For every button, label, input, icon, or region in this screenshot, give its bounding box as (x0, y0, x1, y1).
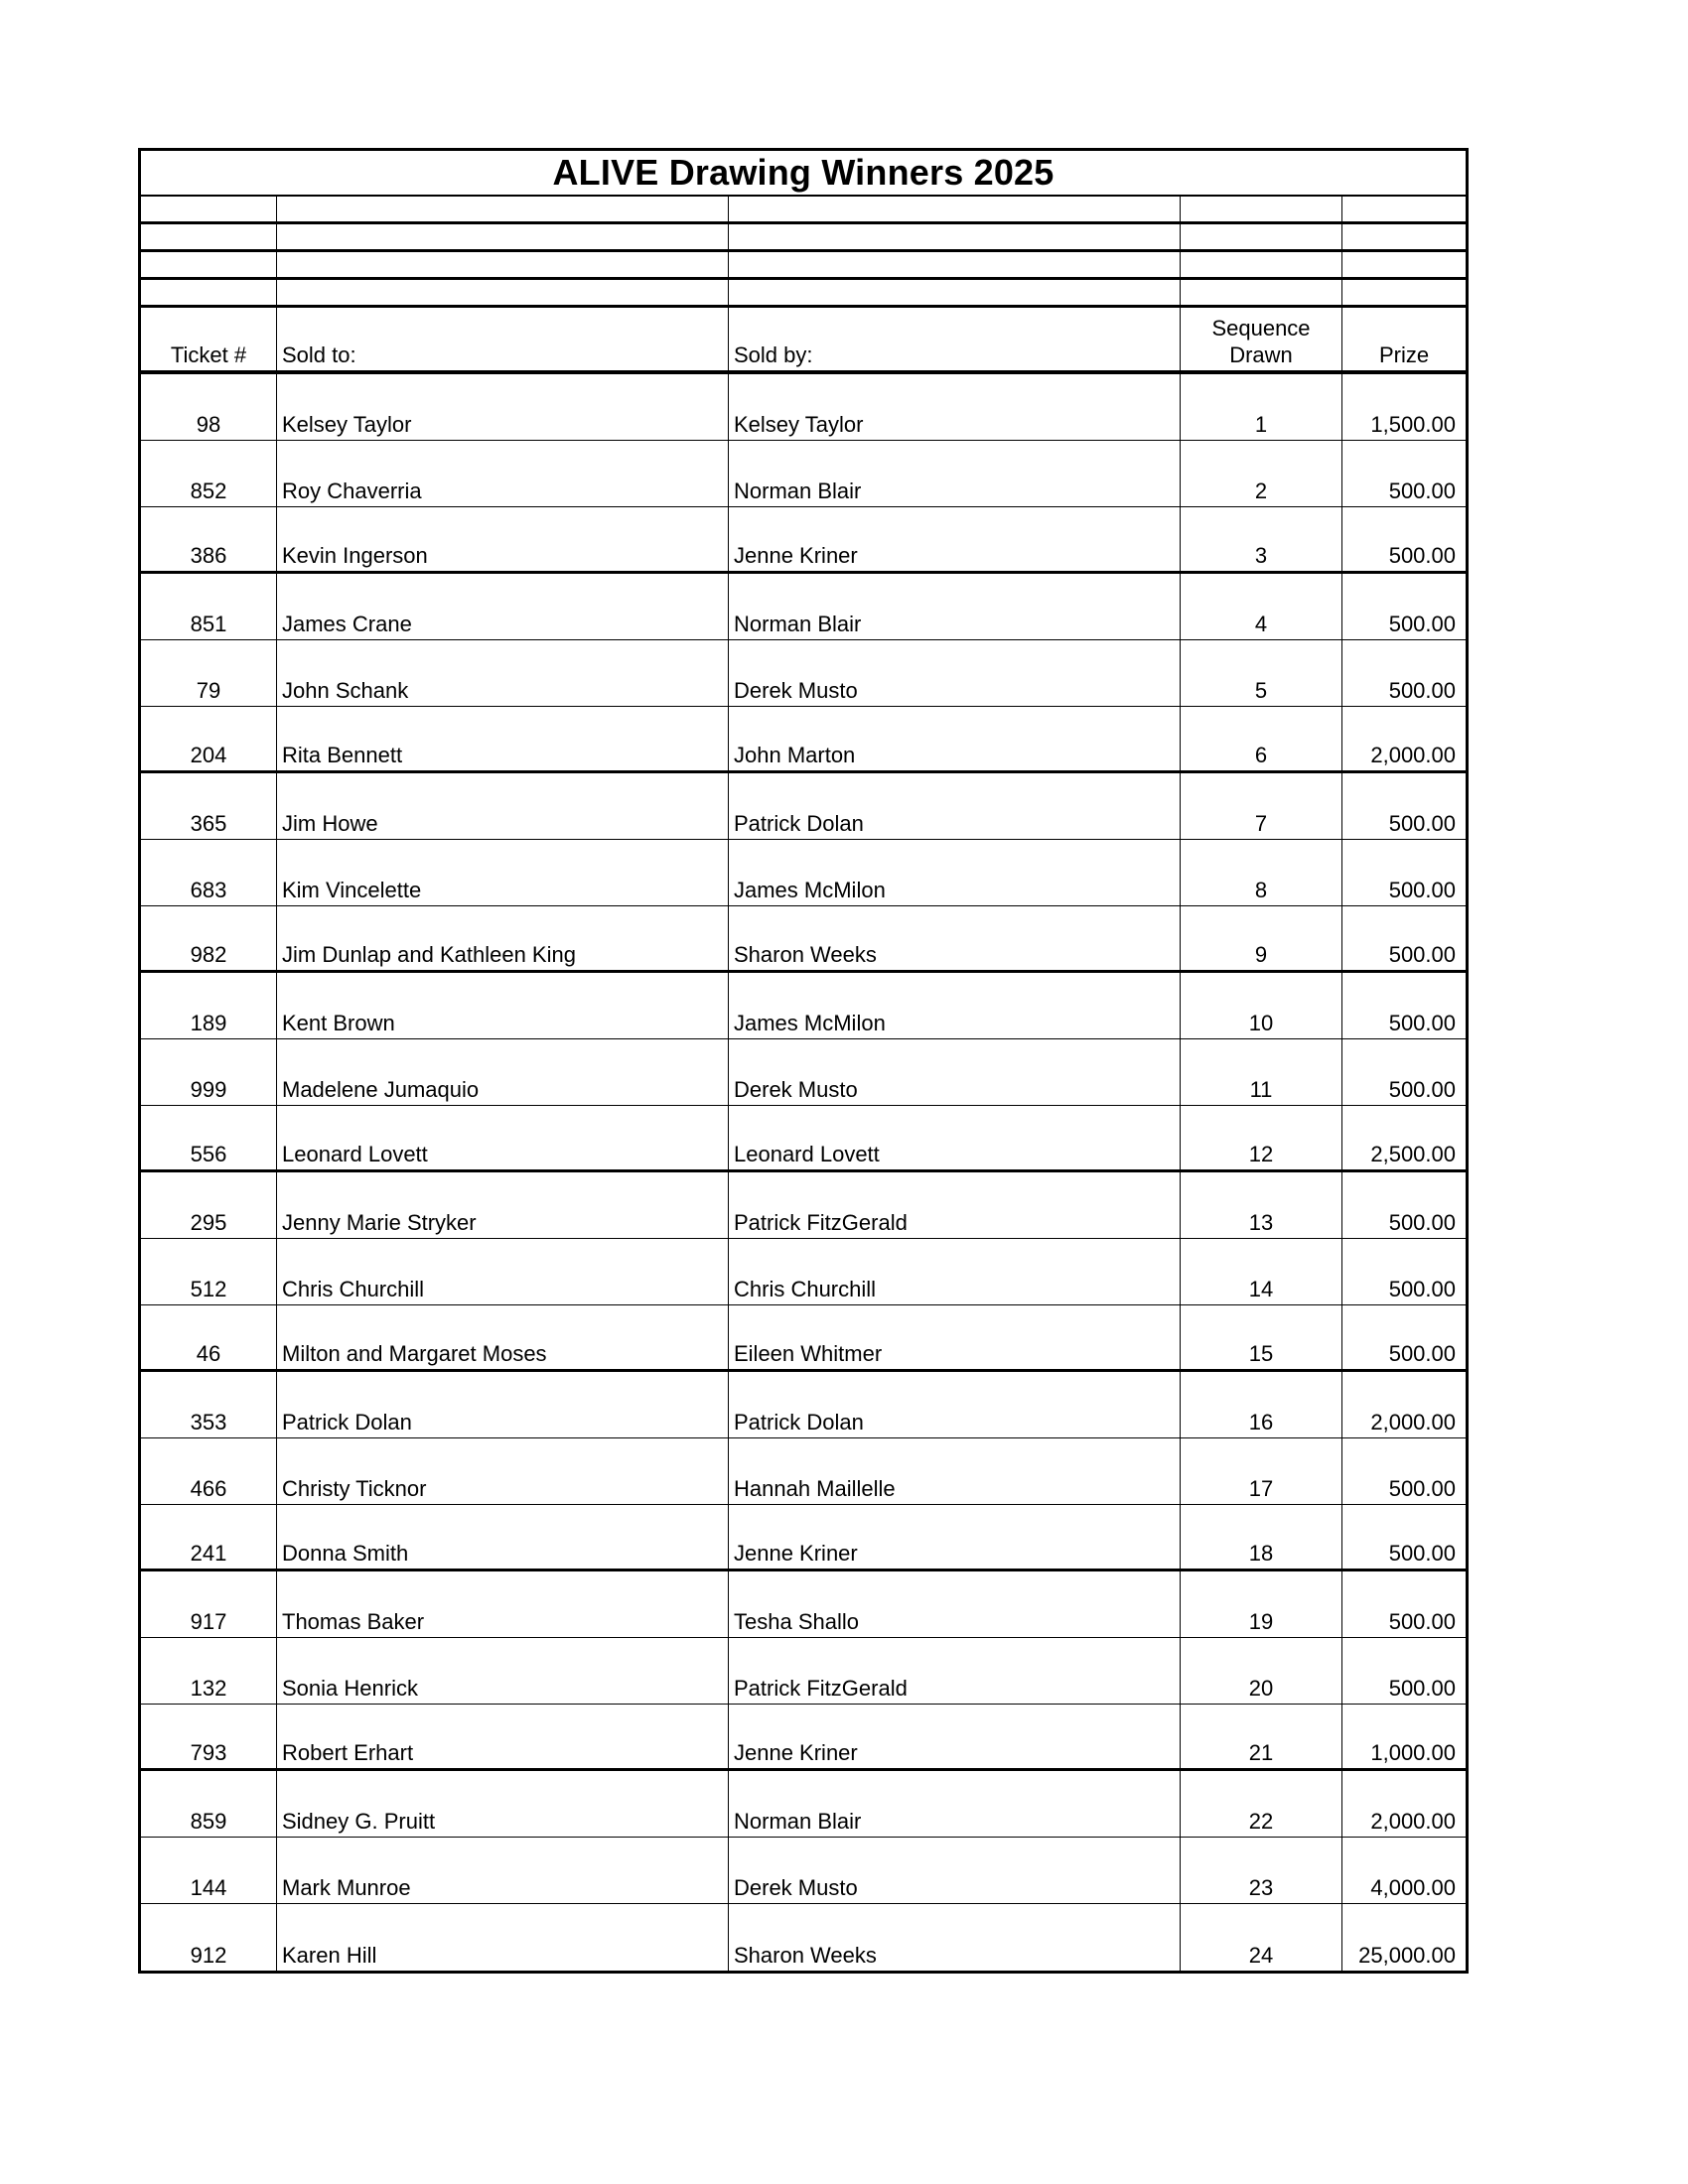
column-header-row (141, 308, 1466, 374)
sold-by-cell: Norman Blair (729, 574, 1181, 639)
ticket-cell: 353 (141, 1372, 277, 1437)
sequence-cell: 9 (1181, 906, 1342, 970)
prize-cell: 500.00 (1388, 1541, 1456, 1566)
header-sequence-line2: Drawn (1229, 342, 1293, 367)
sequence-cell: 2 (1181, 441, 1342, 506)
sold-by-cell: Norman Blair (729, 441, 1181, 506)
prize-cell: 2,000.00 (1370, 1809, 1456, 1834)
prize-cell: 500.00 (1388, 1077, 1456, 1102)
sold-by-cell: Derek Musto (729, 640, 1181, 706)
sold-by-cell: Patrick FitzGerald (729, 1172, 1181, 1238)
sold-to-cell: Kelsey Taylor (277, 374, 729, 440)
table-row (141, 1305, 1466, 1372)
prize-cell: 2,500.00 (1370, 1142, 1456, 1166)
header-sequence-drawn (1181, 308, 1342, 370)
prize-cell: 500.00 (1388, 1277, 1456, 1301)
ticket-cell: 512 (141, 1239, 277, 1304)
sequence-cell: 22 (1181, 1771, 1342, 1837)
table-body (141, 374, 1466, 1971)
table-row (141, 374, 1466, 441)
sequence-cell: 24 (1181, 1904, 1342, 1971)
table-row (141, 574, 1466, 640)
header-prize: Prize (1378, 342, 1430, 367)
ticket-cell: 859 (141, 1771, 277, 1837)
sequence-cell: 8 (1181, 840, 1342, 905)
header-ticket: Ticket # (141, 308, 277, 370)
sequence-cell: 19 (1181, 1571, 1342, 1637)
sold-to-cell: James Crane (277, 574, 729, 639)
sold-to-cell: Milton and Margaret Moses (277, 1305, 729, 1369)
table-row (141, 1571, 1466, 1638)
sold-by-cell: Sharon Weeks (729, 906, 1181, 970)
table-row (141, 1172, 1466, 1239)
prize-cell: 500.00 (1388, 1476, 1456, 1501)
table-row (141, 707, 1466, 773)
sold-by-cell: James McMilon (729, 973, 1181, 1038)
prize-cell: 500.00 (1388, 942, 1456, 967)
sold-by-cell: Kelsey Taylor (729, 374, 1181, 440)
sequence-cell: 20 (1181, 1638, 1342, 1704)
sold-to-cell: Donna Smith (277, 1505, 729, 1569)
ticket-cell: 683 (141, 840, 277, 905)
sold-by-cell: Jenne Kriner (729, 507, 1181, 571)
sequence-cell: 7 (1181, 773, 1342, 839)
ticket-cell: 386 (141, 507, 277, 571)
blank-cell (729, 252, 1181, 277)
ticket-cell: 132 (141, 1638, 277, 1704)
sold-to-cell: Chris Churchill (277, 1239, 729, 1304)
table-row (141, 973, 1466, 1039)
blank-cell (141, 197, 277, 221)
prize-cell: 4,000.00 (1370, 1875, 1456, 1900)
sold-to-cell: Robert Erhart (277, 1705, 729, 1768)
table-row (141, 1771, 1466, 1838)
sold-to-cell: Rita Bennett (277, 707, 729, 770)
blank-cell (1342, 280, 1466, 305)
ticket-cell: 851 (141, 574, 277, 639)
prize-cell: 1,500.00 (1370, 412, 1456, 437)
header-sold-to: Sold to: (277, 308, 729, 370)
sold-to-cell: Jim Howe (277, 773, 729, 839)
header-sold-by: Sold by: (729, 308, 1181, 370)
table-row (141, 441, 1466, 507)
sequence-cell: 15 (1181, 1305, 1342, 1369)
sold-to-cell: Kim Vincelette (277, 840, 729, 905)
prize-cell: 500.00 (1388, 811, 1456, 836)
sequence-cell: 3 (1181, 507, 1342, 571)
prize-cell: 500.00 (1388, 1210, 1456, 1235)
sequence-cell: 16 (1181, 1372, 1342, 1437)
sold-to-cell: John Schank (277, 640, 729, 706)
blank-cell (1342, 197, 1466, 221)
ticket-cell: 189 (141, 973, 277, 1038)
ticket-cell: 556 (141, 1106, 277, 1169)
ticket-cell: 466 (141, 1438, 277, 1504)
ticket-cell: 999 (141, 1039, 277, 1105)
blank-cell (141, 224, 277, 249)
sequence-cell: 23 (1181, 1838, 1342, 1903)
ticket-cell: 144 (141, 1838, 277, 1903)
sold-to-cell: Roy Chaverria (277, 441, 729, 506)
sold-by-cell: James McMilon (729, 840, 1181, 905)
sold-by-cell: Leonard Lovett (729, 1106, 1181, 1169)
sold-by-cell: Chris Churchill (729, 1239, 1181, 1304)
sequence-cell: 10 (1181, 973, 1342, 1038)
sold-by-cell: Sharon Weeks (729, 1904, 1181, 1971)
sold-by-cell: Patrick Dolan (729, 1372, 1181, 1437)
table-row (141, 1904, 1466, 1971)
ticket-cell: 852 (141, 441, 277, 506)
blank-cell (1181, 280, 1342, 305)
blank-cell (277, 197, 729, 221)
prize-cell: 500.00 (1388, 543, 1456, 568)
sold-to-cell: Kevin Ingerson (277, 507, 729, 571)
table-row (141, 1505, 1466, 1571)
table-row (141, 507, 1466, 574)
blank-cell (141, 252, 277, 277)
sold-to-cell: Karen Hill (277, 1904, 729, 1971)
sold-by-cell: Jenne Kriner (729, 1505, 1181, 1569)
sequence-cell: 5 (1181, 640, 1342, 706)
sequence-cell: 17 (1181, 1438, 1342, 1504)
sequence-cell: 4 (1181, 574, 1342, 639)
prize-cell: 25,000.00 (1358, 1943, 1456, 1968)
ticket-cell: 98 (141, 374, 277, 440)
prize-cell: 500.00 (1388, 478, 1456, 503)
blank-cell (1342, 224, 1466, 249)
blank-cell (277, 224, 729, 249)
blank-cell (1181, 252, 1342, 277)
prize-cell: 2,000.00 (1370, 743, 1456, 767)
table-row (141, 1438, 1466, 1505)
ticket-cell: 912 (141, 1904, 277, 1971)
sold-to-cell: Mark Munroe (277, 1838, 729, 1903)
prize-cell: 1,000.00 (1370, 1740, 1456, 1765)
ticket-cell: 295 (141, 1172, 277, 1238)
sequence-cell: 13 (1181, 1172, 1342, 1238)
prize-cell: 500.00 (1388, 1676, 1456, 1701)
table-row (141, 1106, 1466, 1172)
blank-row (141, 197, 1466, 224)
sold-by-cell: Jenne Kriner (729, 1705, 1181, 1768)
sold-by-cell: Patrick FitzGerald (729, 1638, 1181, 1704)
sold-to-cell: Jenny Marie Stryker (277, 1172, 729, 1238)
table-row (141, 640, 1466, 707)
prize-cell: 500.00 (1388, 612, 1456, 636)
ticket-cell: 79 (141, 640, 277, 706)
prize-cell: 500.00 (1388, 878, 1456, 902)
sequence-cell: 21 (1181, 1705, 1342, 1768)
table-row (141, 840, 1466, 906)
table-row (141, 1838, 1466, 1904)
winners-table (138, 148, 1469, 1974)
sold-to-cell: Sidney G. Pruitt (277, 1771, 729, 1837)
sequence-cell: 18 (1181, 1505, 1342, 1569)
blank-cell (729, 224, 1181, 249)
sold-to-cell: Christy Ticknor (277, 1438, 729, 1504)
sequence-cell: 11 (1181, 1039, 1342, 1105)
blank-cell (277, 280, 729, 305)
sold-by-cell: Hannah Maillelle (729, 1438, 1181, 1504)
prize-cell: 500.00 (1388, 1011, 1456, 1035)
blank-row (141, 224, 1466, 252)
sold-by-cell: Derek Musto (729, 1039, 1181, 1105)
blank-cell (141, 280, 277, 305)
table-row (141, 906, 1466, 973)
table-row (141, 1039, 1466, 1106)
blank-cell (729, 280, 1181, 305)
table-row (141, 1705, 1466, 1771)
sold-to-cell: Kent Brown (277, 973, 729, 1038)
blank-cell (1342, 252, 1466, 277)
sold-to-cell: Jim Dunlap and Kathleen King (277, 906, 729, 970)
ticket-cell: 204 (141, 707, 277, 770)
sold-to-cell: Patrick Dolan (277, 1372, 729, 1437)
sequence-cell: 14 (1181, 1239, 1342, 1304)
table-row (141, 1239, 1466, 1305)
sequence-cell: 12 (1181, 1106, 1342, 1169)
blank-cell (1181, 197, 1342, 221)
prize-cell: 500.00 (1388, 1341, 1456, 1366)
sold-by-cell: Eileen Whitmer (729, 1305, 1181, 1369)
blank-cell (729, 197, 1181, 221)
sold-to-cell: Leonard Lovett (277, 1106, 729, 1169)
sold-to-cell: Madelene Jumaquio (277, 1039, 729, 1105)
prize-cell: 500.00 (1388, 1609, 1456, 1634)
blank-cell (277, 252, 729, 277)
prize-cell: 500.00 (1388, 678, 1456, 703)
sold-to-cell: Sonia Henrick (277, 1638, 729, 1704)
sequence-cell: 1 (1181, 374, 1342, 440)
table-title: ALIVE Drawing Winners 2025 (141, 151, 1466, 197)
blank-row (141, 280, 1466, 308)
blank-row (141, 252, 1466, 280)
sequence-cell: 6 (1181, 707, 1342, 770)
ticket-cell: 241 (141, 1505, 277, 1569)
sold-by-cell: Norman Blair (729, 1771, 1181, 1837)
ticket-cell: 793 (141, 1705, 277, 1768)
prize-cell: 2,000.00 (1370, 1410, 1456, 1434)
blank-cell (1181, 224, 1342, 249)
table-row (141, 1372, 1466, 1438)
table-row (141, 773, 1466, 840)
ticket-cell: 982 (141, 906, 277, 970)
ticket-cell: 365 (141, 773, 277, 839)
sold-by-cell: Patrick Dolan (729, 773, 1181, 839)
ticket-cell: 46 (141, 1305, 277, 1369)
table-row (141, 1638, 1466, 1705)
ticket-cell: 917 (141, 1571, 277, 1637)
sold-by-cell: Tesha Shallo (729, 1571, 1181, 1637)
header-sequence-line1: Sequence (1211, 316, 1311, 341)
sold-to-cell: Thomas Baker (277, 1571, 729, 1637)
sold-by-cell: Derek Musto (729, 1838, 1181, 1903)
sold-by-cell: John Marton (729, 707, 1181, 770)
